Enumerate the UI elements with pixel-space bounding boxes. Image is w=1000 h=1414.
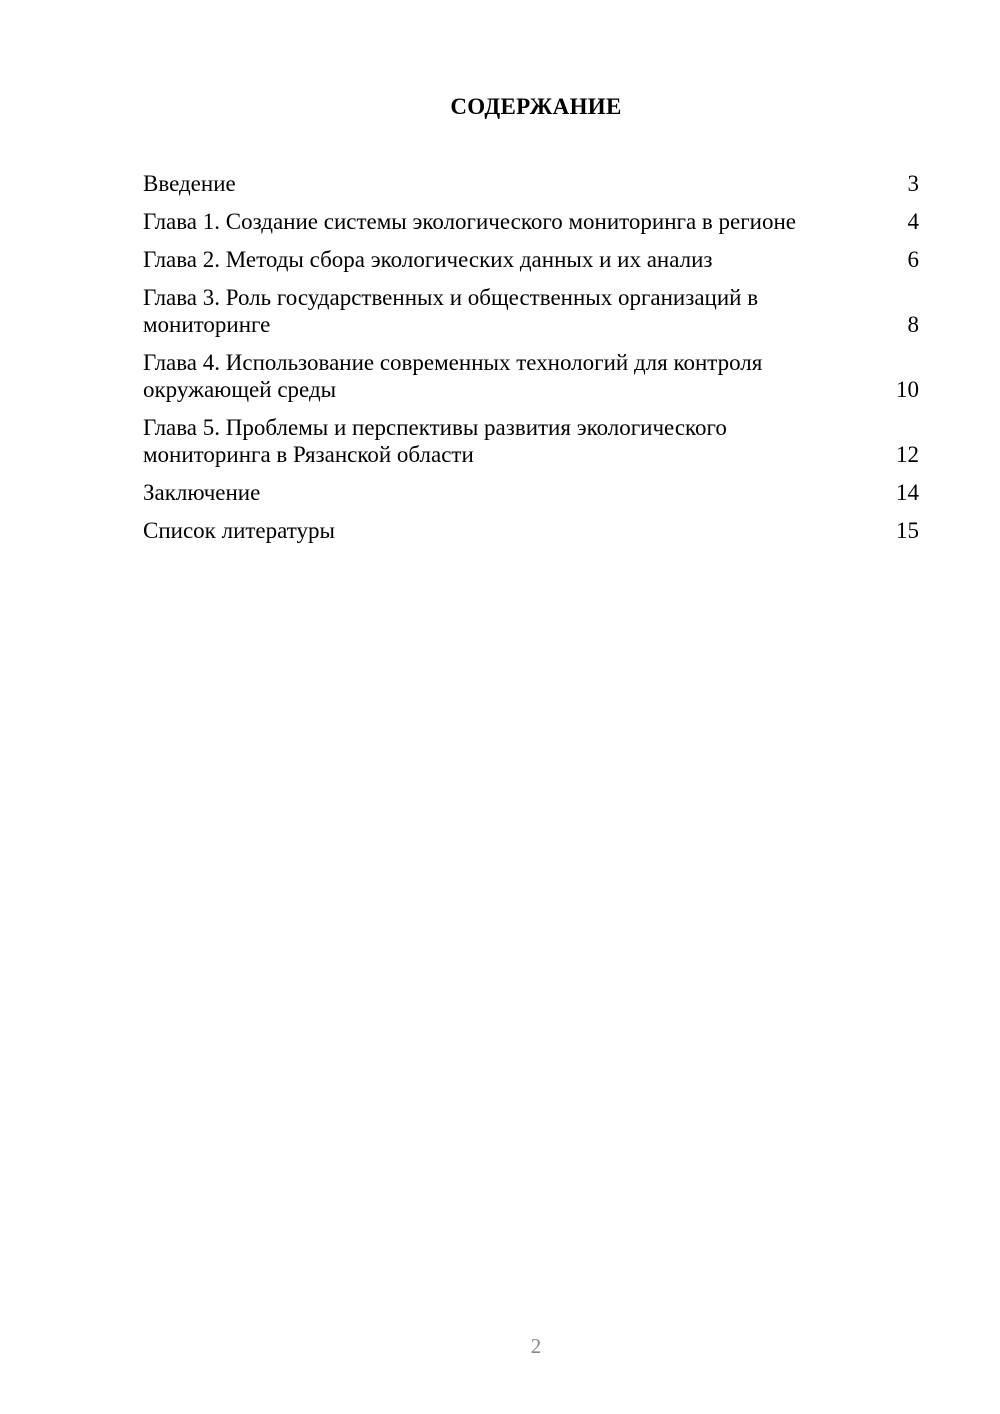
toc-entry-chapter-1 <box>143 208 919 235</box>
toc-entry-page: 3 <box>907 171 919 196</box>
toc-entry-introduction <box>143 170 919 197</box>
toc-entry-page: 12 <box>896 442 919 467</box>
page-title: СОДЕРЖАНИЕ <box>450 94 622 119</box>
toc-entry-label: Глава 5. Проблемы и перспективы развития экологического мониторинга в Рязанской области <box>143 415 727 467</box>
toc-entry-label: Глава 1. Создание системы экологического мониторинга в регионе <box>143 209 796 234</box>
toc-entry-label: Введение <box>143 171 236 196</box>
toc-entry-conclusion <box>143 479 919 506</box>
toc-entry-label: Заключение <box>143 480 261 505</box>
toc-entry-label: Список литературы <box>143 518 335 543</box>
toc-entry-chapter-3 <box>143 284 919 338</box>
toc-entry-label: Глава 3. Роль государственных и общественных организаций в мониторинге <box>143 285 759 337</box>
toc-entry-page: 8 <box>907 312 919 337</box>
toc-entry-chapter-2 <box>143 246 919 273</box>
table-of-contents <box>143 170 919 555</box>
toc-entry-page: 14 <box>896 480 919 505</box>
toc-entry-label: Глава 2. Методы сбора экологических данных и их анализ <box>143 247 713 272</box>
toc-entry-page: 6 <box>907 247 919 272</box>
toc-entry-chapter-5 <box>143 414 919 468</box>
toc-entry-label: Глава 4. Использование современных технологий для контроля окружающей среды <box>143 350 763 402</box>
toc-entry-chapter-4 <box>143 349 919 403</box>
toc-entry-page: 10 <box>896 377 919 402</box>
page-number: 2 <box>530 1334 542 1358</box>
toc-entry-page: 15 <box>896 518 919 543</box>
toc-entry-bibliography <box>143 517 919 544</box>
toc-entry-page: 4 <box>907 209 919 234</box>
